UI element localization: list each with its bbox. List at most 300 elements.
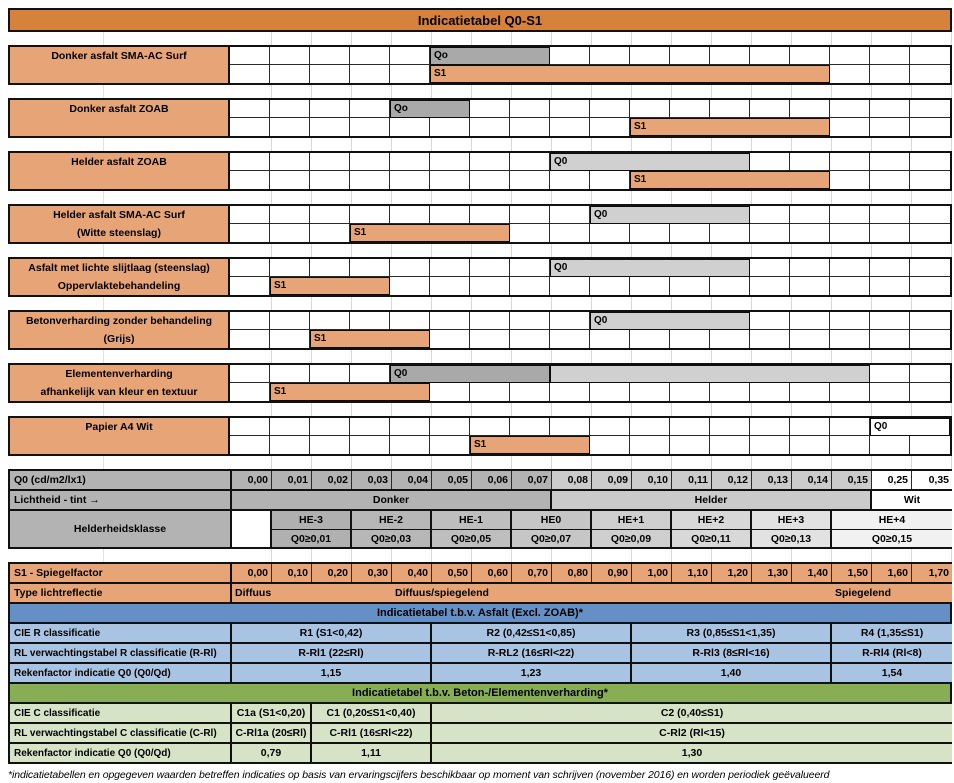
section-row-label: CIE C classificatie [10,704,232,722]
grid-cell [830,312,870,330]
material-block [8,363,952,403]
grid-cell [390,153,430,171]
grid-cell [670,330,710,348]
grid-cell [390,277,430,295]
grid-cell [430,206,470,224]
grid-cell [270,153,310,171]
grid-cell [630,277,670,295]
grid-cell [870,65,910,83]
grid-cell [230,436,270,454]
grid-cell [870,365,910,383]
grid-cell [470,330,510,348]
material-label-line: afhankelijk van kleur en textuur [40,386,198,398]
grid-cell [510,171,550,189]
section-value-cell: R-Rl3 (8≤Rl<16) [632,644,832,662]
q0-bar [550,365,870,383]
grid-cell [350,206,390,224]
grid-cell [510,153,550,171]
grid-cell [830,100,870,118]
grid-cell [230,365,270,383]
section-value-cell: 1,54 [832,664,952,682]
grid-cell [350,47,390,65]
section-value-cell: R4 (1,35≤S1) [832,624,952,642]
grid-cell [430,418,470,436]
type-entry: Diffuus [232,584,392,602]
grid-cell [830,383,870,401]
spacer-row [8,244,952,257]
grid-cell [870,100,910,118]
footnote: *indicatietabellen en opgegeven waarden betreffen indicaties op basis van ervaringscijfers beschikbaar op moment van schrijven (november 2016) en worden periodiek geëvalueerd [8,769,830,781]
grid-cell [230,259,270,277]
grid-cell [350,312,390,330]
grid-cell [390,206,430,224]
grid-cell [270,206,310,224]
grid-cell [390,259,430,277]
section-row [8,642,952,664]
spacer-row [8,549,952,562]
s1-scale-value: 0,50 [432,564,472,582]
spacer-row [8,85,952,98]
lichtheid-row [8,489,952,511]
spacer-row [8,456,952,469]
grid-cell [510,383,550,401]
grid-cell [830,47,870,65]
empty-cell [232,511,272,547]
grid-cell [350,365,390,383]
q0-scale-value: 0,09 [592,471,632,489]
grid-cell [430,330,470,348]
grid-cell [270,100,310,118]
q0-bar: Q0 [550,153,750,171]
s1-bar: S1 [270,277,390,295]
grid-cell [870,118,910,136]
grid-cell [270,418,310,436]
grid-cell [430,171,470,189]
section-value-cell: C-Rl1a (20≤Rl) [232,724,312,742]
grid-cell [750,383,790,401]
s1-scale-value: 0,30 [352,564,392,582]
tint-band: Donker [232,491,552,509]
grid-cell [790,259,830,277]
material-label [10,100,230,136]
material-label [10,47,230,83]
section-header-blue: Indicatietabel t.b.v. Asfalt (Excl. ZOAB)* [8,602,952,624]
section-value-cell: C1 (0,20≤S1<0,40) [312,704,432,722]
grid-cell [910,224,950,242]
he-class-cell: HE+4 [832,511,952,529]
q0-bar: Q0 [550,259,750,277]
grid-cell [910,206,950,224]
scale-rows [8,469,952,549]
grid-cell [310,436,350,454]
grid-cell [670,418,710,436]
q0-bar: Qo [390,100,470,118]
grid-cell [470,383,510,401]
grid-cell [350,65,390,83]
grid-cell [550,118,590,136]
grid-cell [510,100,550,118]
grid-cell [870,330,910,348]
grid-cell [710,436,750,454]
grid-cell [470,100,510,118]
grid-cell [590,224,630,242]
he-class-cell: HE+2 [672,511,752,529]
s1-scale-value: 0,70 [512,564,552,582]
grid-cell [270,259,310,277]
grid-cell [470,153,510,171]
grid-cell [870,47,910,65]
material-grid [230,312,950,348]
he-threshold-cell: Q0≥0,03 [352,529,432,547]
grid-cell [870,436,910,454]
grid-cell [310,312,350,330]
grid-cell [790,224,830,242]
grid-cell [630,383,670,401]
grid-cell [430,277,470,295]
grid-cell [830,65,870,83]
grid-cell [830,277,870,295]
material-blocks [8,32,952,469]
section-value-cell: 1,15 [232,664,432,682]
material-grid [230,47,950,83]
grid-cell [870,383,910,401]
grid-cell [510,259,550,277]
grid-cell [710,100,750,118]
material-label-line: Helder asfalt SMA-AC Surf [53,209,185,221]
material-block [8,257,952,297]
grid-cell [790,312,830,330]
type-lichtreflectie-row [8,582,952,604]
material-label-line: Oppervlaktebehandeling [57,280,181,292]
grid-cell [670,277,710,295]
grid-cell [710,224,750,242]
grid-cell [470,118,510,136]
grid-cell [310,224,350,242]
spacer-gridlines [232,32,952,45]
grid-cell [910,436,950,454]
grid-cell [790,436,830,454]
grid-cell [470,259,510,277]
grid-cell [830,206,870,224]
grid-cell [590,330,630,348]
grid-cell [310,47,350,65]
grid-cell [230,171,270,189]
grid-cell [350,118,390,136]
s1-bar: S1 [310,330,430,348]
spacer-gridlines [232,138,952,151]
he-class-cell: HE-1 [432,511,512,529]
section-header-green: Indicatietabel t.b.v. Beton-/Elementenverharding* [8,682,952,704]
grid-cell [750,259,790,277]
material-label-line: (Witte steenslag) [77,227,161,239]
spacer-gridlines [232,549,952,562]
grid-cell [910,259,950,277]
grid-cell [270,171,310,189]
material-grid [230,100,950,136]
grid-cell [870,224,910,242]
s1-scale-value: 1,70 [912,564,952,582]
section-value-cell: 1,40 [632,664,832,682]
grid-cell [870,277,910,295]
grid-cell [510,224,550,242]
he-class-cell: HE-2 [352,511,432,529]
grid-cell [910,330,950,348]
grid-cell [630,47,670,65]
section-value-cell: R-RL2 (16≤Rl<22) [432,644,632,662]
material-grid [230,365,950,401]
grid-cell [750,153,790,171]
grid-cell [430,153,470,171]
grid-cell [750,47,790,65]
grid-cell [230,118,270,136]
q0-bar: Q0 [590,312,750,330]
grid-cell [310,259,350,277]
spacer-row [8,138,952,151]
spacer-gridlines [232,403,952,416]
material-label-line: Elementenverharding [65,368,173,380]
grid-cell [390,171,430,189]
grid-cell [310,365,350,383]
spacer-gridlines [232,191,952,204]
grid-cell [670,100,710,118]
grid-cell [830,171,870,189]
grid-cell [870,153,910,171]
material-label-line: Donker asfalt SMA-AC Surf [51,50,187,62]
grid-cell [830,330,870,348]
grid-cell [230,206,270,224]
section-row [8,702,952,724]
grid-cell [310,100,350,118]
grid-cell [230,383,270,401]
grid-cell [270,65,310,83]
grid-cell [550,171,590,189]
grid-cell [870,206,910,224]
grid-cell [710,418,750,436]
grid-cell [470,312,510,330]
grid-cell [270,365,310,383]
material-label-line: Donker asfalt ZOAB [69,103,169,115]
section-value-cell: 1,11 [312,744,432,762]
grid-cell [910,153,950,171]
grid-cell [590,418,630,436]
material-label-line: Helder asfalt ZOAB [71,156,167,168]
s1-bar: S1 [470,436,590,454]
grid-cell [550,383,590,401]
grid-cell [830,153,870,171]
he-threshold-cell: Q0≥0,11 [672,529,752,547]
section-row [8,662,952,684]
s1-scale-value: 1,30 [752,564,792,582]
grid-cell [230,47,270,65]
lichtheid-label: Lichtheid - tint → [10,491,232,509]
spacer-row [8,297,952,310]
grid-cell [470,171,510,189]
he-class-cell: HE0 [512,511,592,529]
grid-cell [230,312,270,330]
spacer-row [8,350,952,363]
grid-cell [630,100,670,118]
section-row [8,742,952,764]
grid-cell [550,100,590,118]
grid-cell [710,47,750,65]
material-label [10,259,230,295]
grid-cell [750,224,790,242]
q0-scale-row [8,469,952,491]
grid-cell [510,118,550,136]
section-value-cell: C-Rl2 (Rl<15) [432,724,952,742]
q0-scale-value: 0,10 [632,471,672,489]
s1-scale-value: 1,00 [632,564,672,582]
grid-cell [590,171,630,189]
he-threshold-cell: Q0≥0,01 [272,529,352,547]
grid-cell [630,418,670,436]
section-value-cell: R2 (0,42≤S1<0,85) [432,624,632,642]
s1-scale-value: 1,60 [872,564,912,582]
grid-cell [750,100,790,118]
grid-cell [350,171,390,189]
q0-scale-value: 0,07 [512,471,552,489]
grid-cell [670,436,710,454]
grid-cell [830,436,870,454]
grid-cell [430,436,470,454]
grid-cell [310,153,350,171]
grid-cell [350,100,390,118]
grid-cell [590,47,630,65]
material-block [8,310,952,350]
grid-cell [910,312,950,330]
s1-scale-label: S1 - Spiegelfactor [10,564,232,582]
he-class-cell: HE+3 [752,511,832,529]
grid-cell [390,312,430,330]
q0-bar: Q0 [590,206,750,224]
grid-cell [790,383,830,401]
grid-cell [430,118,470,136]
spacer-row [8,191,952,204]
s1-scale-value: 0,80 [552,564,592,582]
grid-cell [630,224,670,242]
section-row [8,622,952,644]
s1-bar: S1 [270,383,430,401]
s1-scale-value: 0,60 [472,564,512,582]
grid-cell [550,47,590,65]
grid-cell [310,118,350,136]
section-row-label: RL verwachtingstabel C classificatie (C-Rl) [10,724,232,742]
q0-scale-value: 0,13 [752,471,792,489]
grid-cell [910,383,950,401]
s1-scale-value: 0,00 [232,564,272,582]
q0-scale-value: 0,02 [312,471,352,489]
grid-cell [750,277,790,295]
he-threshold-cell: Q0≥0,09 [592,529,672,547]
he-class-cell: HE-3 [272,511,352,529]
q0-scale-value: 0,15 [832,471,872,489]
grid-cell [790,277,830,295]
material-label-line: Papier A4 Wit [85,421,153,433]
grid-cell [230,100,270,118]
grid-cell [390,418,430,436]
grid-cell [750,312,790,330]
material-label [10,206,230,242]
material-label [10,312,230,348]
grid-cell [310,65,350,83]
q0-scale-value: 0,14 [792,471,832,489]
section-row [8,722,952,744]
q0-scale-value: 0,01 [272,471,312,489]
section-value-cell: R3 (0,85≤S1<1,35) [632,624,832,642]
material-block [8,98,952,138]
grid-cell [710,330,750,348]
grid-cell [390,47,430,65]
s1-scale-row [8,562,952,584]
grid-cell [910,365,950,383]
grid-cell [910,65,950,83]
grid-cell [270,330,310,348]
grid-cell [230,418,270,436]
s1-scale-value: 1,50 [832,564,872,582]
he-threshold-cell: Q0≥0,13 [752,529,832,547]
table-title: Indicatietabel Q0-S1 [8,8,952,32]
he-class-cell: HE+1 [592,511,672,529]
grid-cell [790,206,830,224]
grid-cell [270,118,310,136]
s1-scale-value: 0,90 [592,564,632,582]
grid-cell [590,100,630,118]
grid-cell [310,206,350,224]
q0-scale-value: 0,25 [872,471,912,489]
tint-band: Helder [552,491,872,509]
grid-cell [550,418,590,436]
grid-cell [510,277,550,295]
s1-bar: S1 [350,224,510,242]
grid-cell [710,383,750,401]
q0-scale-value: 0,06 [472,471,512,489]
type-row-label: Type lichtreflectie [10,584,232,602]
material-block [8,416,952,456]
grid-cell [390,436,430,454]
section-value-cell: 1,30 [432,744,952,762]
section-row-label: Rekenfactor indicatie Q0 (Q0/Qd) [10,744,232,762]
q0-scale-label: Q0 (cd/m2/lx1) [10,471,232,489]
grid-cell [390,118,430,136]
spacer-row [8,32,952,45]
material-grid [230,153,950,189]
grid-cell [470,206,510,224]
grid-cell [230,330,270,348]
s1-scale-value: 1,40 [792,564,832,582]
material-block [8,151,952,191]
material-grid [230,259,950,295]
spacer-gridlines [232,85,952,98]
section-value-cell: R-Rl1 (22≤Rl) [232,644,432,662]
grid-cell [790,47,830,65]
section-value-cell: 0,79 [232,744,312,762]
grid-cell [630,436,670,454]
grid-cell [350,418,390,436]
grid-cell [670,383,710,401]
grid-cell [430,259,470,277]
he-threshold-cell: Q0≥0,07 [512,529,592,547]
grid-cell [750,206,790,224]
grid-cell [590,436,630,454]
grid-cell [230,153,270,171]
grid-cell [910,100,950,118]
grid-cell [590,118,630,136]
q0-scale-value: 0,04 [392,471,432,489]
classification-sections [8,549,952,764]
grid-cell [910,277,950,295]
grid-cell [710,277,750,295]
material-label-line: Asfalt met lichte slijtlaag (steenslag) [28,262,210,274]
